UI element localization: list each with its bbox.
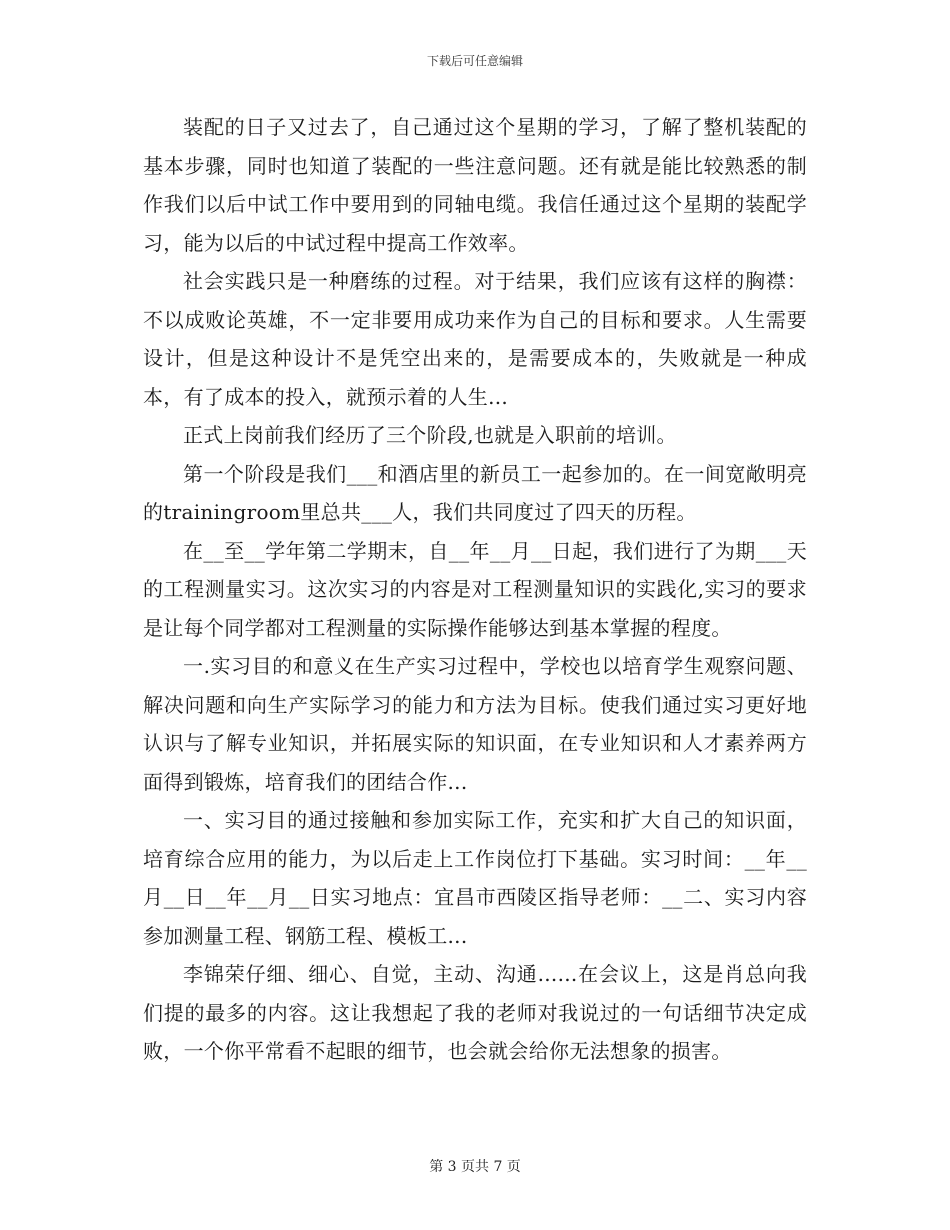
- paragraph: 社会实践只是一种磨练的过程。对于结果，我们应该有这样的胸襟：不以成败论英雄，不一定非要用成功来作为自己的目标和要求。人生需要设计，但是这种设计不是凭空出来的，是需要成本的，失败就是一种成本，有了成本的投入，就预示着的人生...: [143, 269, 807, 409]
- paragraph: 装配的日子又过去了，自己通过这个星期的学习，了解了整机装配的基本步骤，同时也知道了装配的一些注意问题。还有就是能比较熟悉的制作我们以后中试工作中要用到的同轴电缆。我信任通过这个星期的装配学习，能为以后的中试过程中提高工作效率。: [143, 115, 807, 255]
- paragraph: 一、实习目的通过接触和参加实际工作，充实和扩大自己的知识面，培育综合应用的能力，为以后走上工作岗位打下基础。实习时间：__年__月__日__年__月__日实习地点：宜昌市西陵区指导老师：__二、实习内容参加测量工程、钢筋工程、模板工...: [143, 808, 807, 948]
- paragraph: 正式上岗前我们经历了三个阶段,也就是入职前的培训。: [183, 423, 677, 447]
- paragraph: 李锦荣仔细、细心、自觉，主动、沟通......在会议上，这是肖总向我们提的最多的内容。这让我想起了我的老师对我说过的一句话细节决定成败，一个你平常看不起眼的细节，也会就会给你无法想象的损害。: [143, 962, 807, 1063]
- paragraph: 一.实习目的和意义在生产实习过程中，学校也以培育学生观察问题、解决问题和向生产实际学习的能力和方法为目标。使我们通过实习更好地认识与了解专业知识，并拓展实际的知识面，在专业知识和人才素养两方面得到锻炼，培育我们的团结合作...: [143, 654, 807, 794]
- paragraph: 第一个阶段是我们___和酒店里的新员工一起参加的。在一间宽敞明亮的trainingroom里总共___人，我们共同度过了四天的历程。: [143, 461, 807, 524]
- document-body: [143, 108, 807, 1071]
- page-footer: 第 3 页共 7 页: [429, 1159, 521, 1175]
- page-header: 下载后可任意编辑: [426, 54, 523, 68]
- paragraph: 在__至__学年第二学期末，自__年__月__日起，我们进行了为期___天的工程测量实习。这次实习的内容是对工程测量知识的实践化,实习的要求是让每个同学都对工程测量的实际操作能够达到基本掌握的程度。: [143, 538, 807, 640]
